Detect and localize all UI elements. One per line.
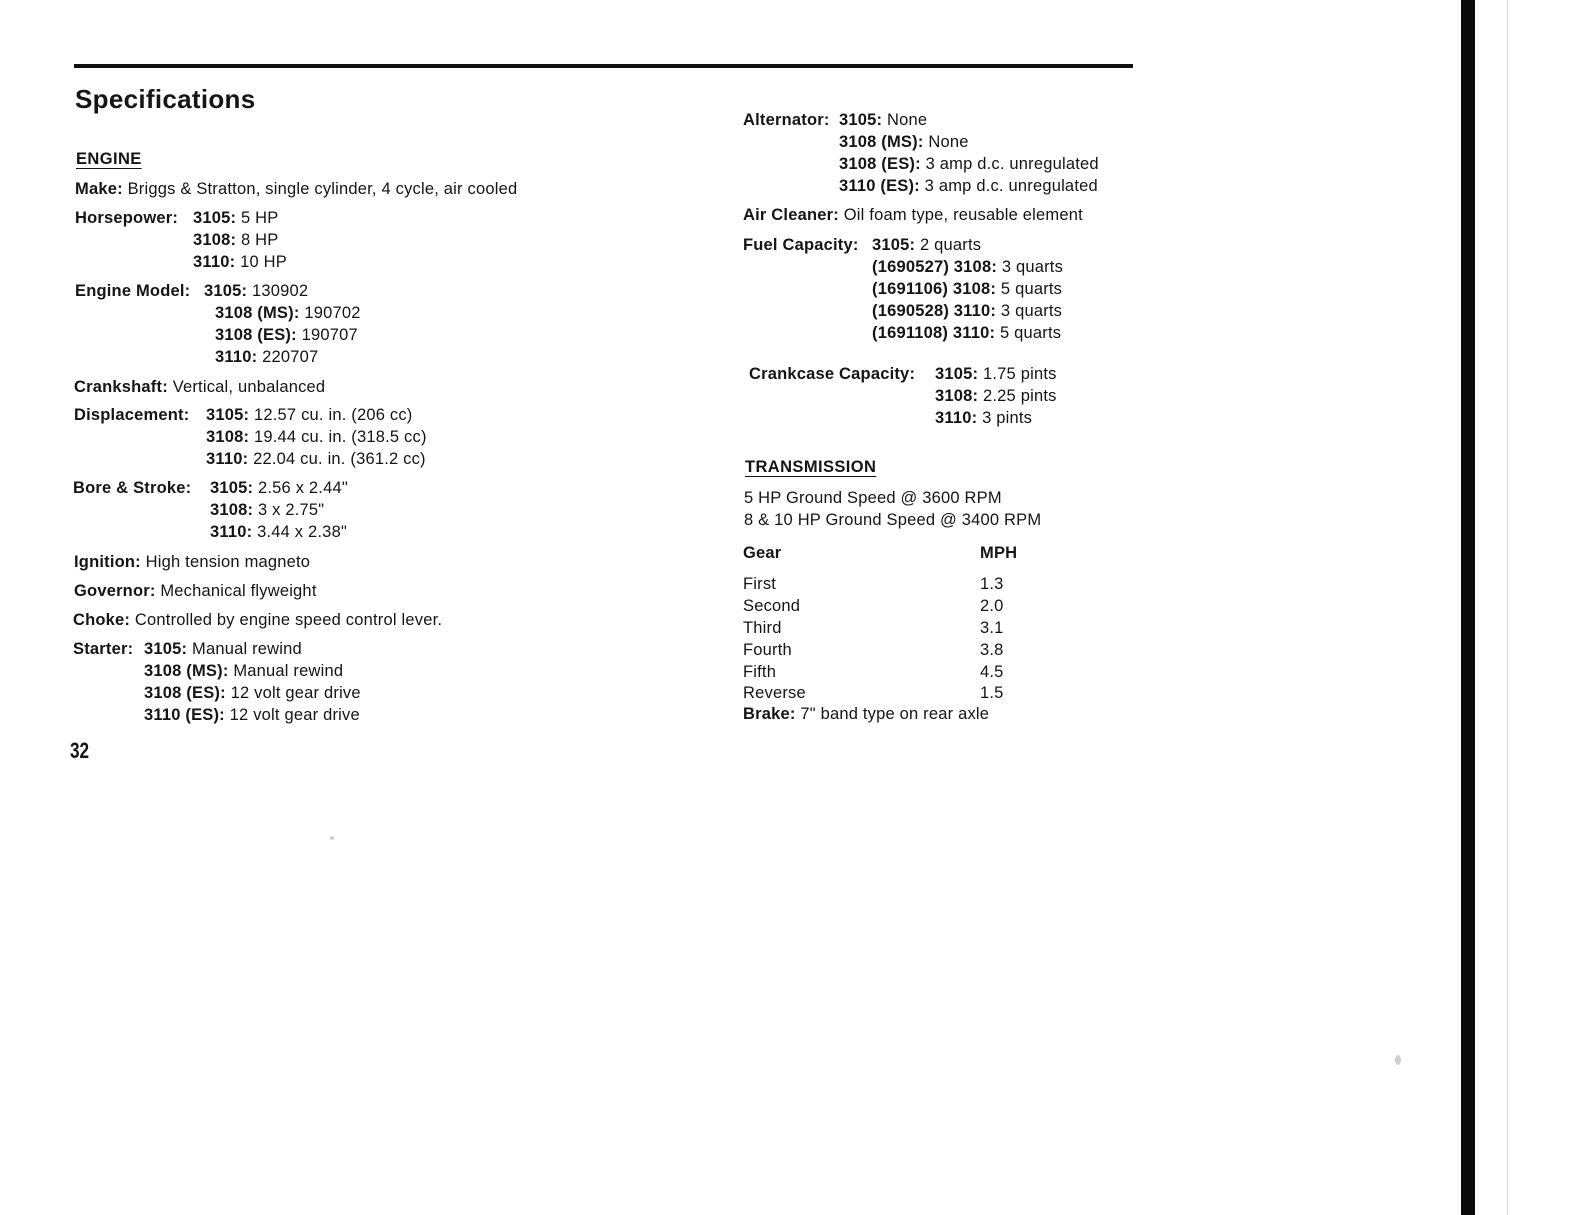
- displacement-spec: [74, 404, 427, 470]
- crankcase-capacity-entry: 3105: 1.75 pints: [935, 365, 1057, 383]
- brake-label: Brake:: [743, 705, 796, 723]
- ground-speed-text: [744, 487, 1041, 531]
- displacement-entry: 3110: 22.04 cu. in. (361.2 cc): [206, 450, 426, 468]
- alternator-label: Alternator:: [743, 111, 830, 129]
- make-label: Make:: [75, 180, 123, 198]
- alternator-entry: 3108 (MS): None: [839, 133, 969, 151]
- fuel-capacity-entry: (1690528) 3110: 3 quarts: [872, 302, 1063, 320]
- scan-edge-shadow: [1461, 0, 1475, 1215]
- horsepower-spec: [75, 207, 287, 273]
- engine-model-spec: [75, 280, 361, 368]
- horsepower-label: Horsepower:: [75, 209, 179, 227]
- alternator-entry: 3110 (ES): 3 amp d.c. unregulated: [839, 177, 1098, 195]
- table-row: Fourth 3.8: [743, 640, 1004, 659]
- horsepower-entry: 3105: 5 HP: [193, 209, 279, 227]
- brake-value: 7" band type on rear axle: [800, 705, 990, 723]
- gear-column-header: Gear: [743, 544, 782, 562]
- alternator-entry: 3105: None: [839, 111, 928, 129]
- fuel-capacity-entry: 3105: 2 quarts: [872, 236, 982, 254]
- displacement-entry: 3108: 19.44 cu. in. (318.5 cc): [206, 428, 427, 446]
- horsepower-entry: 3108: 8 HP: [193, 231, 279, 249]
- table-row: Fifth 4.5: [743, 662, 1004, 681]
- air-cleaner-label: Air Cleaner:: [743, 206, 839, 224]
- make-value: Briggs & Stratton, single cylinder, 4 cycle, air cooled: [127, 180, 518, 198]
- fuel-capacity-label: Fuel Capacity:: [743, 236, 859, 254]
- fuel-capacity-spec: [743, 234, 1063, 344]
- table-header-row: [743, 544, 1017, 574]
- table-row: First 1.3: [743, 575, 1004, 594]
- horsepower-entry: 3110: 10 HP: [193, 253, 287, 271]
- starter-entry: 3108 (ES): 12 volt gear drive: [144, 684, 361, 702]
- choke-spec: [73, 609, 442, 631]
- air-cleaner-spec: [743, 204, 1083, 226]
- crankshaft-value: Vertical, unbalanced: [172, 378, 326, 396]
- page-number: 32: [70, 738, 90, 763]
- page-title: Specifications: [75, 84, 256, 114]
- bore-stroke-entry: 3105: 2.56 x 2.44": [210, 479, 348, 497]
- make-spec: [75, 178, 517, 200]
- bore-stroke-spec: [73, 477, 348, 543]
- transmission-heading: TRANSMISSION: [745, 458, 877, 476]
- choke-label: Choke:: [73, 611, 131, 629]
- starter-entry: 3110 (ES): 12 volt gear drive: [144, 706, 360, 724]
- ground-speed-8-10hp: 8 & 10 HP Ground Speed @ 3400 RPM: [744, 511, 1042, 529]
- scan-edge-line: [1507, 0, 1508, 1215]
- fuel-capacity-entry: (1690527) 3108: 3 quarts: [872, 258, 1064, 276]
- crankcase-capacity-spec: [749, 363, 1057, 429]
- top-rule: [74, 64, 1133, 68]
- table-row: Third 3.1: [743, 618, 1004, 637]
- crankshaft-label: Crankshaft:: [74, 378, 168, 396]
- governor-spec: [74, 580, 317, 602]
- bore-stroke-label: Bore & Stroke:: [73, 479, 192, 497]
- brake-spec: [743, 703, 989, 725]
- bore-stroke-entry: 3110: 3.44 x 2.38": [210, 523, 347, 541]
- engine-model-entry: 3110: 220707: [215, 348, 319, 366]
- displacement-label: Displacement:: [74, 406, 190, 424]
- starter-entry: 3105: Manual rewind: [144, 640, 302, 658]
- engine-model-entry: 3108 (ES): 190707: [215, 326, 358, 344]
- governor-value: Mechanical flyweight: [160, 582, 317, 600]
- engine-model-entry: 3108 (MS): 190702: [215, 304, 361, 322]
- ignition-label: Ignition:: [74, 553, 141, 571]
- alternator-entry: 3108 (ES): 3 amp d.c. unregulated: [839, 155, 1099, 173]
- engine-model-label: Engine Model:: [75, 282, 191, 300]
- fuel-capacity-entry: (1691106) 3108: 5 quarts: [872, 280, 1063, 298]
- ground-speed-5hp: 5 HP Ground Speed @ 3600 RPM: [744, 489, 1002, 507]
- ignition-spec: [74, 551, 310, 573]
- starter-label: Starter:: [73, 640, 134, 658]
- air-cleaner-value: Oil foam type, reusable element: [843, 206, 1083, 224]
- table-row: Second 2.0: [743, 597, 1004, 616]
- crankcase-capacity-label: Crankcase Capacity:: [749, 365, 916, 383]
- bore-stroke-entry: 3108: 3 x 2.75": [210, 501, 325, 519]
- crankshaft-spec: [74, 376, 325, 398]
- gear-speed-table: [743, 544, 1017, 705]
- scan-speck: [330, 836, 334, 840]
- governor-label: Governor:: [74, 582, 156, 600]
- starter-spec: [73, 638, 361, 726]
- scan-speck: [1395, 1055, 1401, 1065]
- ignition-value: High tension magneto: [145, 553, 311, 571]
- engine-model-entry: 3105: 130902: [204, 282, 309, 300]
- crankcase-capacity-entry: 3110: 3 pints: [935, 409, 1033, 427]
- mph-column-header: MPH: [980, 544, 1018, 562]
- crankcase-capacity-entry: 3108: 2.25 pints: [935, 387, 1057, 405]
- table-row: Reverse 1.5: [743, 684, 1004, 703]
- alternator-spec: [743, 109, 1099, 197]
- choke-value: Controlled by engine speed control lever.: [134, 611, 443, 629]
- engine-heading: ENGINE: [76, 150, 142, 168]
- displacement-entry: 3105: 12.57 cu. in. (206 cc): [206, 406, 413, 424]
- starter-entry: 3108 (MS): Manual rewind: [144, 662, 344, 680]
- fuel-capacity-entry: (1691108) 3110: 5 quarts: [872, 324, 1062, 342]
